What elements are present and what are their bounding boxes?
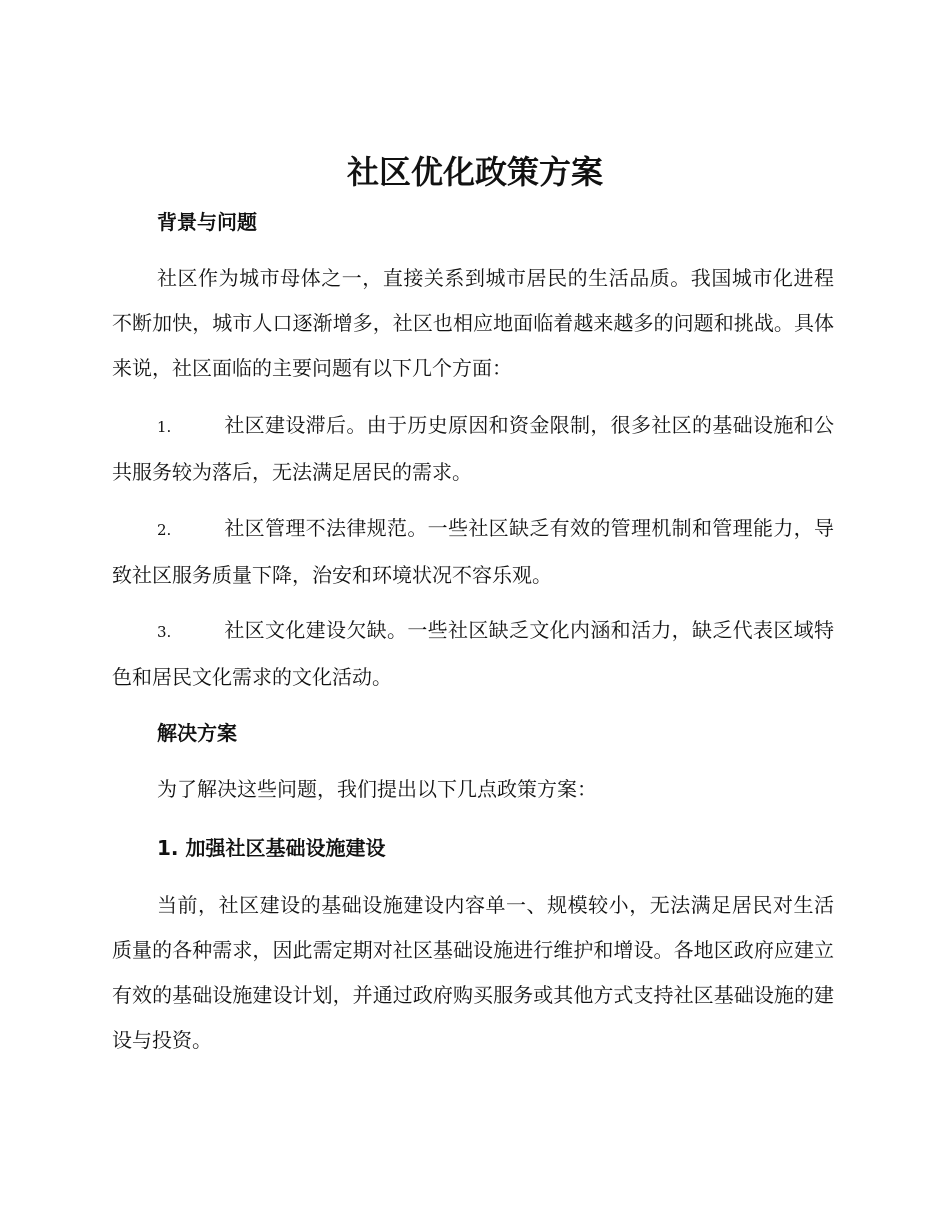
list-item — [112, 608, 834, 700]
background-intro-paragraph: 社区作为城市母体之一，直接关系到城市居民的生活品质。我国城市化进程不断加快，城市人口逐渐增多，社区也相应地面临着越来越多的问题和挑战。具体来说，社区面临的主要问题有以下几个方面： — [112, 266, 834, 380]
list-item-text: 社区管理不法律规范。一些社区缺乏有效的管理机制和管理能力，导致社区服务质量下降，治安和环境状况不容乐观。 — [112, 516, 834, 587]
section-heading-solutions: 解决方案 — [157, 721, 237, 745]
subsection-heading-infrastructure: 1. 加强社区基础设施建设 — [157, 836, 386, 860]
list-item-text: 社区文化建设欠缺。一些社区缺乏文化内涵和活力，缺乏代表区域特色和居民文化需求的文化活动。 — [112, 618, 834, 689]
list-item-text: 社区建设滞后。由于历史原因和资金限制，很多社区的基础设施和公共服务较为落后，无法满足居民的需求。 — [112, 413, 834, 484]
list-item-number: 1. — [157, 418, 172, 436]
section-heading-background: 背景与问题 — [157, 210, 257, 234]
list-item — [112, 506, 834, 598]
list-item — [112, 403, 834, 495]
list-item-number: 2. — [157, 521, 172, 539]
solutions-intro-paragraph: 为了解决这些问题，我们提出以下几点政策方案： — [157, 777, 597, 801]
infrastructure-paragraph: 当前，社区建设的基础设施建设内容单一、规模较小，无法满足居民对生活质量的各种需求，因此需定期对社区基础设施进行维护和增设。各地区政府应建立有效的基础设施建设计划，并通过政府购买服务或其他方式支持社区基础设施的建设与投资。 — [112, 893, 834, 1052]
list-item-number: 3. — [157, 623, 172, 641]
document-title: 社区优化政策方案 — [346, 153, 603, 191]
